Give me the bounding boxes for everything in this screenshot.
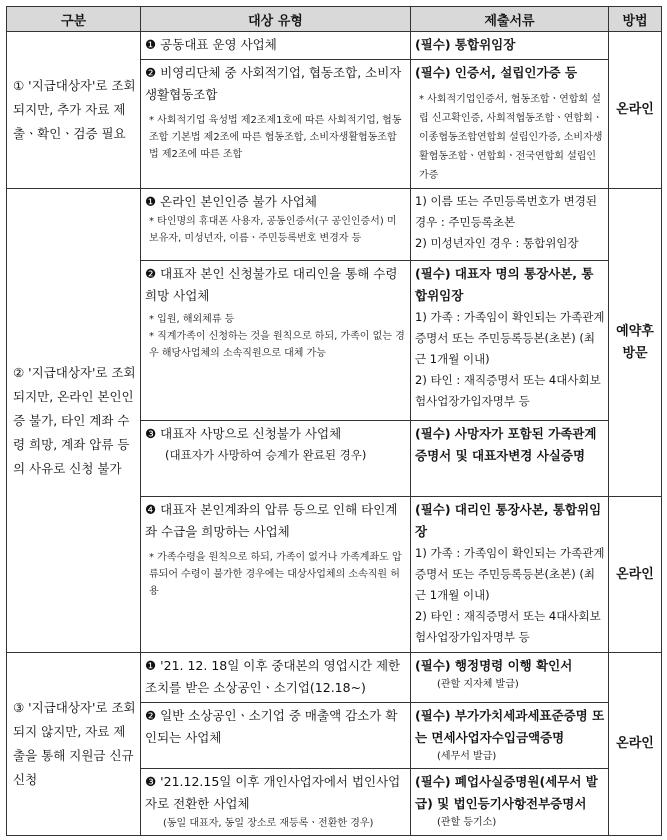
note-text: * 입원, 해외체류 등	[149, 314, 235, 325]
category-cell: ① '지급대상자'로 조회되지만, 추가 자료 제출ㆍ확인ㆍ검증 필요	[7, 32, 141, 189]
type-cell	[141, 189, 411, 261]
doc-text: (필수) 대리인 통장사본, 통합위임장	[415, 502, 602, 539]
doc-issuer: (관할 지자체 발급)	[437, 679, 519, 690]
table-row	[7, 189, 662, 261]
type-cell	[141, 497, 411, 653]
note-text: * 사회적기업 육성법 제2조제1호에 따른 사회적기업, 협동조합 기본법 제2조에 따른 협동조합, 소비자생활협동조합법 제2조에 따른 조합	[149, 115, 402, 160]
type-cell	[141, 653, 411, 703]
type-text: ❹ 대표자 본인계좌의 압류 등으로 인해 타인계좌 수급을 희망하는 사업체	[145, 502, 398, 539]
doc-line: 1) 이름 또는 주민등록번호가 변경된 경우 : 주민등록초본	[415, 194, 597, 229]
doc-cell	[411, 261, 609, 421]
doc-line: 1) 가족 : 가족임이 확인되는 가족관계증명서 또는 주민등록등본(초본) (최근 1개월 이내)	[415, 546, 605, 602]
type-cell	[141, 32, 411, 60]
note-text: * 가족수령을 원칙으로 하되, 가족이 없거나 가족계좌도 압류되어 수령이 불가한 경우에는 대상사업체의 소속직원 허용	[149, 552, 402, 597]
doc-text: (필수) 사망자가 포함된 가족관계증명서 및 대표자변경 사실증명	[415, 426, 597, 463]
doc-text: (필수) 인증서, 설립인가증 등	[415, 65, 578, 80]
type-text: ❶ '21. 12. 18일 이후 중대본의 영업시간 제한 조치를 받은 소상공인ㆍ소기업(12.18~)	[145, 658, 401, 695]
type-text: ❶ 온라인 본인인증 불가 사업체	[145, 194, 318, 209]
header-category: 구분	[7, 7, 141, 32]
doc-cell	[411, 189, 609, 261]
table-header-row	[7, 7, 662, 32]
doc-cell	[411, 32, 609, 60]
doc-cell	[411, 703, 609, 769]
document-table	[6, 6, 662, 836]
doc-issuer: (세무서 발급)	[437, 751, 497, 762]
header-method: 방법	[609, 7, 662, 32]
method-cell: 온라인	[609, 32, 662, 189]
doc-text: (필수) 부가가치세과세표준증명 또는 면세사업자수입금액증명	[415, 708, 605, 745]
sub-text: (대표자가 사망하여 승계가 완료된 경우)	[165, 448, 367, 462]
header-documents: 제출서류	[411, 7, 609, 32]
type-cell	[141, 60, 411, 189]
sub-text: (동일 대표자, 동일 장소로 재등록ㆍ전환한 경우)	[163, 818, 374, 829]
doc-cell	[411, 60, 609, 189]
doc-issuer: (관할 등기소)	[437, 817, 497, 828]
doc-line: 2) 타인 : 재직증명서 또는 4대사회보험사업장가입자명부 등	[415, 609, 601, 644]
doc-cell	[411, 653, 609, 703]
doc-text: (필수) 폐업사실증명원(세무서 발급) 및 법인등기사항전부증명서	[415, 774, 598, 811]
type-text: ❷ 비영리단체 중 사회적기업, 협동조합, 소비자생활협동조합	[145, 65, 402, 102]
type-text: ❶ 공동대표 운영 사업체	[145, 37, 277, 52]
doc-text: (필수) 대표자 명의 통장사본, 통합위임장	[415, 266, 594, 303]
note-text: * 직계가족이 신청하는 것을 원칙으로 하되, 가족이 없는 경우 해당사업체의 소속직원으로 대체 가능	[149, 331, 405, 359]
doc-cell	[411, 769, 609, 836]
type-cell	[141, 769, 411, 836]
type-text: ❷ 대표자 본인 신청불가로 대리인을 통해 수령희망 사업체	[145, 266, 398, 303]
header-type: 대상 유형	[141, 7, 411, 32]
category-cell: ③ '지급대상자'로 조회되지 않지만, 자료 제출을 통해 지원금 신규 신청	[7, 653, 141, 836]
method-cell: 온라인	[609, 497, 662, 653]
type-cell	[141, 421, 411, 497]
doc-cell	[411, 497, 609, 653]
method-cell: 예약후 방문	[609, 189, 662, 497]
doc-cell	[411, 421, 609, 497]
doc-line: 1) 가족 : 가족임이 확인되는 가족관계증명서 또는 주민등록등본(초본) (최근 1개월 이내)	[415, 310, 605, 366]
table-row	[7, 653, 662, 703]
doc-line: 2) 타인 : 재직증명서 또는 4대사회보험사업장가입자명부 등	[415, 373, 601, 408]
category-cell: ② '지급대상자'로 조회되지만, 온라인 본인인증 불가, 타인 계좌 수령 희망, 계좌 압류 등의 사유로 신청 불가	[7, 189, 141, 653]
type-cell	[141, 261, 411, 421]
table-row	[7, 32, 662, 60]
type-cell	[141, 703, 411, 769]
doc-text: (필수) 행정명령 이행 확인서	[415, 658, 573, 673]
type-text: ❷ 일반 소상공인ㆍ소기업 중 매출액 감소가 확인되는 사업체	[145, 708, 398, 745]
type-text: ❸ '21.12.15일 이후 개인사업자에서 법인사업자로 전환한 사업체	[145, 774, 401, 811]
doc-note: * 사회적기업인증서, 협동조합ㆍ연합회 설립 신고확인증, 사회적협동조합ㆍ연합회ㆍ이종협동조합연합회 설립인가증, 소비자생활협동조합ㆍ연합회ㆍ전국연합회 설립인가증	[419, 94, 603, 181]
doc-text: (필수) 통합위임장	[415, 37, 516, 52]
note-text: * 타인명의 휴대폰 사용자, 공동인증서(구 공인인증서) 미보유자, 미성년자, 이름ㆍ주민등록번호 변경자 등	[149, 216, 397, 244]
type-text: ❸ 대표자 사망으로 신청불가 사업체	[145, 426, 342, 441]
doc-line: 2) 미성년자인 경우 : 통합위임장	[415, 236, 579, 250]
method-cell: 온라인	[609, 653, 662, 836]
